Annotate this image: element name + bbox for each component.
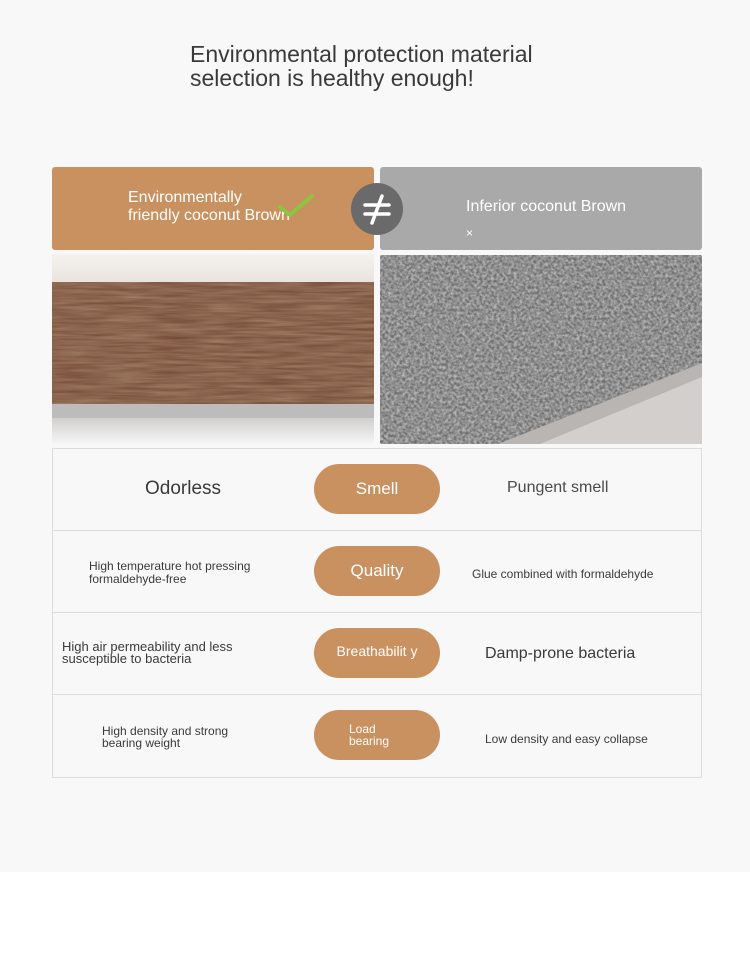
- inferior-coconut-fiber-image: [380, 255, 702, 444]
- eco-coconut-label: Environmentally friendly coconut Brown: [128, 189, 290, 224]
- smell-pill: Smell: [314, 464, 440, 514]
- page-title: Environmental protection material selection is healthy enough!: [190, 41, 533, 91]
- eco-breathability-text: High air permeability and less susceptible to bacteria: [62, 639, 233, 666]
- load-bearing-pill: Load bearing: [314, 710, 440, 760]
- eco-coconut-fiber-image: [52, 254, 374, 444]
- inferior-quality-text: Glue combined with formaldehyde: [472, 567, 654, 581]
- eco-smell-text: Odorless: [145, 478, 222, 499]
- comparison-row-quality: [53, 531, 701, 613]
- breathability-pill: Breathabilit y: [314, 628, 440, 678]
- comparison-row-load-bearing: [53, 695, 701, 776]
- quality-pill: Quality: [314, 546, 440, 596]
- inferior-coconut-header: [380, 167, 702, 250]
- check-icon: [278, 193, 314, 219]
- not-equal-icon: [351, 183, 403, 235]
- inferior-breathability-text: Damp-prone bacteria: [485, 645, 636, 662]
- inferior-smell-text: Pungent smell: [507, 479, 609, 496]
- x-mark: ×: [466, 226, 474, 240]
- inferior-coconut-label: Inferior coconut Brown: [466, 198, 627, 215]
- comparison-row-smell: [53, 449, 701, 531]
- comparison-row-breathability: [53, 613, 701, 695]
- eco-load-bearing-text: High density and strong bearing weight: [102, 724, 229, 750]
- eco-coconut-header: [52, 167, 374, 250]
- eco-quality-text: High temperature hot pressing formaldehyde-free: [89, 559, 251, 586]
- inferior-load-bearing-text: Low density and easy collapse: [485, 732, 648, 746]
- comparison-table: [52, 448, 702, 778]
- not-equal-badge: [351, 183, 403, 235]
